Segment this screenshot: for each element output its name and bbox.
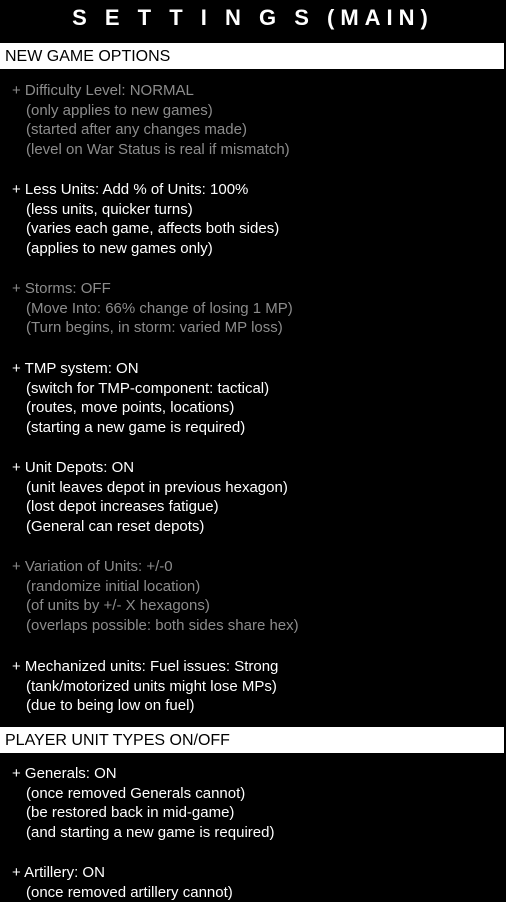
option-description: (routes, move points, locations) bbox=[12, 398, 502, 418]
option-less-units[interactable] bbox=[12, 180, 502, 258]
option-label: + Difficulty Level: NORMAL bbox=[12, 81, 502, 101]
option-description: (starting a new game is required) bbox=[12, 418, 502, 438]
option-description: (be restored back in mid-game) bbox=[12, 803, 502, 823]
option-difficulty-level[interactable] bbox=[12, 81, 502, 159]
option-description: (randomize initial location) bbox=[12, 577, 502, 597]
option-description: (level on War Status is real if mismatch) bbox=[12, 140, 502, 160]
option-description: (switch for TMP-component: tactical) bbox=[12, 379, 502, 399]
section-header-new-game-options: NEW GAME OPTIONS bbox=[0, 43, 504, 69]
option-description: (General can reset depots) bbox=[12, 517, 502, 537]
option-description: (of units by +/- X hexagons) bbox=[12, 596, 502, 616]
option-description: (and starting a new game is required) bbox=[12, 823, 502, 843]
option-variation-of-units[interactable] bbox=[12, 557, 502, 635]
option-description: (tank/motorized units might lose MPs) bbox=[12, 677, 502, 697]
option-label: + Generals: ON bbox=[12, 764, 502, 784]
option-generals[interactable] bbox=[12, 764, 502, 842]
option-description: (varies each game, affects both sides) bbox=[12, 219, 502, 239]
option-artillery[interactable] bbox=[12, 863, 502, 902]
option-description: (once removed Generals cannot) bbox=[12, 784, 502, 804]
option-description: (less units, quicker turns) bbox=[12, 200, 502, 220]
option-description: (started after any changes made) bbox=[12, 120, 502, 140]
option-description: (overlaps possible: both sides share hex) bbox=[12, 616, 502, 636]
option-description: (applies to new games only) bbox=[12, 239, 502, 259]
option-description: (Move Into: 66% change of losing 1 MP) bbox=[12, 299, 502, 319]
option-description: (due to being low on fuel) bbox=[12, 696, 502, 716]
option-label: + Storms: OFF bbox=[12, 279, 502, 299]
option-tmp-system[interactable] bbox=[12, 359, 502, 437]
section-header-player-unit-types: PLAYER UNIT TYPES ON/OFF bbox=[0, 727, 504, 753]
option-storms[interactable] bbox=[12, 279, 502, 338]
option-label: + Artillery: ON bbox=[12, 863, 502, 883]
option-unit-depots[interactable] bbox=[12, 458, 502, 536]
option-label: + Mechanized units: Fuel issues: Strong bbox=[12, 657, 502, 677]
option-description: (unit leaves depot in previous hexagon) bbox=[12, 478, 502, 498]
page-title: S E T T I N G S (MAIN) bbox=[0, 2, 506, 34]
option-label: + Unit Depots: ON bbox=[12, 458, 502, 478]
option-mechanized-units[interactable] bbox=[12, 657, 502, 716]
option-description: (only applies to new games) bbox=[12, 101, 502, 121]
option-label: + Variation of Units: +/-0 bbox=[12, 557, 502, 577]
option-description: (Turn begins, in storm: varied MP loss) bbox=[12, 318, 502, 338]
option-description: (once removed artillery cannot) bbox=[12, 883, 502, 902]
option-label: + TMP system: ON bbox=[12, 359, 502, 379]
option-label: + Less Units: Add % of Units: 100% bbox=[12, 180, 502, 200]
option-description: (lost depot increases fatigue) bbox=[12, 497, 502, 517]
